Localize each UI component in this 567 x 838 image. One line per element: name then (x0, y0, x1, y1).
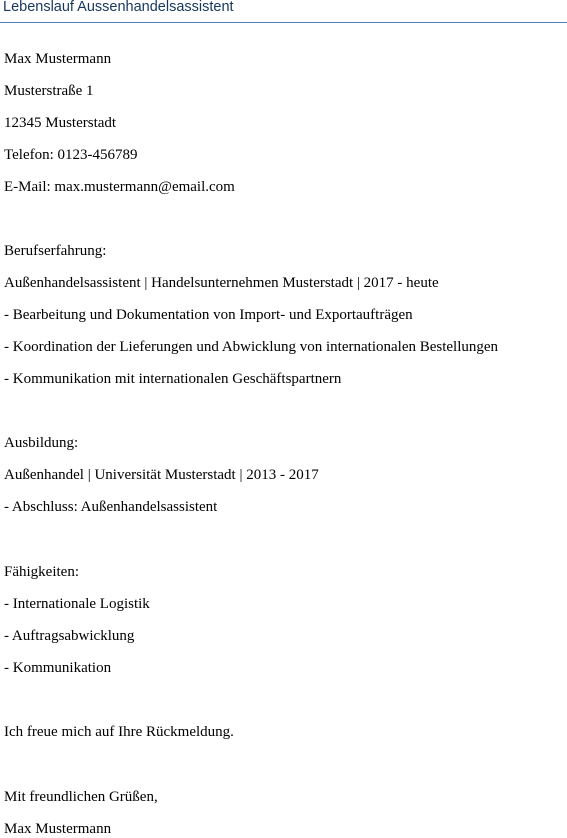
document-title: Lebenslauf Aussenhandelsassistent (3, 0, 234, 15)
experience-item: - Kommunikation mit internationalen Geschäftspartnern (4, 371, 342, 387)
experience-position: Außenhandelsassistent | Handelsunternehmen Musterstadt | 2017 - heute (4, 275, 439, 291)
experience-item: - Koordination der Lieferungen und Abwicklung von internationalen Bestellungen (4, 339, 499, 355)
contact-street: Musterstraße 1 (4, 83, 94, 99)
contact-email: E-Mail: max.mustermann@email.com (4, 179, 235, 195)
closing-greeting: Mit freundlichen Grüßen, (4, 789, 158, 805)
contact-phone: Telefon: 0123-456789 (4, 147, 138, 163)
skills-item: - Kommunikation (4, 660, 112, 676)
document-header (0, 0, 567, 23)
experience-heading: Berufserfahrung: (4, 243, 107, 259)
contact-city: 12345 Musterstadt (4, 115, 117, 131)
experience-item: - Bearbeitung und Dokumentation von Import- und Exportaufträgen (4, 307, 413, 323)
education-entry: Außenhandel | Universität Musterstadt | 2013 - 2017 (4, 467, 319, 483)
skills-item: - Auftragsabwicklung (4, 628, 135, 644)
closing-text: Ich freue mich auf Ihre Rückmeldung. (4, 724, 234, 740)
signature-name: Max Mustermann (4, 821, 112, 837)
contact-name: Max Mustermann (4, 51, 112, 67)
education-item: - Abschluss: Außenhandelsassistent (4, 499, 218, 515)
skills-heading: Fähigkeiten: (4, 564, 79, 580)
education-heading: Ausbildung: (4, 435, 79, 451)
skills-item: - Internationale Logistik (4, 596, 150, 612)
